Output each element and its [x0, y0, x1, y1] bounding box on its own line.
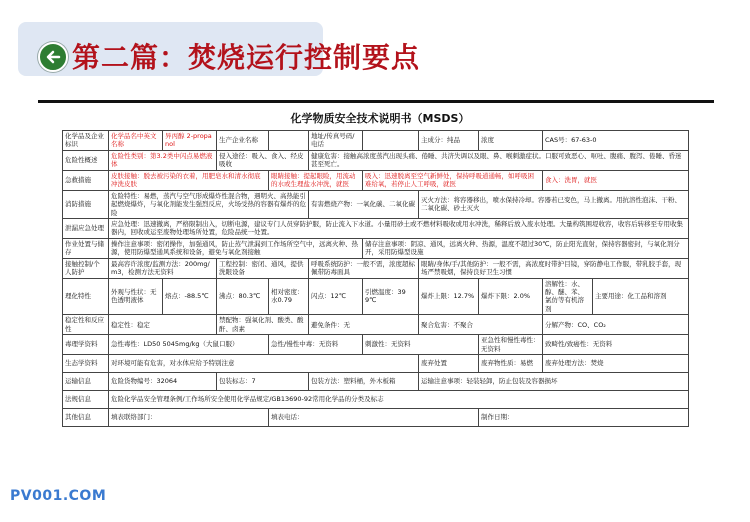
- table-row: [63, 190, 689, 218]
- table-cell: 吸入：迅速脱离至空气新鲜处，保持呼吸道通畅，如呼吸困难给氧，若停止人工呼吸，就医: [363, 170, 543, 190]
- table-row: [63, 335, 689, 355]
- table-cell: 危险化学品安全管理条例/工作场所安全使用化学品规定/GB13690-92常用化学品的分类及标志: [109, 391, 689, 409]
- table-cell: 急性毒性：LD50 5045mg/kg（大鼠口服）: [109, 335, 269, 355]
- table-cell: 危险性类别：第3.2类中闪点易燃液体: [109, 150, 217, 170]
- table-cell: 废弃处理方法：焚烧: [543, 355, 689, 373]
- table-cell: 对环境可能有危害，对水体应给予特别注意: [109, 355, 419, 373]
- msds-title: 化学物质安全技术说明书（MSDS）: [290, 112, 470, 125]
- row-header-cell: 化学品及企业标识: [63, 131, 109, 151]
- table-cell: CAS号：67-63-0: [543, 131, 689, 151]
- table-cell: 熔点：-88.5℃: [163, 278, 217, 315]
- page-title: 第二篇：焚烧运行控制要点: [72, 41, 421, 74]
- row-header-cell: 危险性概述: [63, 150, 109, 170]
- row-header-cell: 作业处置与储存: [63, 238, 109, 258]
- table-cell: 眼睛/身体/手/其他防护：一般不需，高浓度时带护目镜，穿防静电工作服，带乳胶手套，现场严禁吸烟，保持良好卫生习惯: [419, 258, 689, 278]
- table-cell: 致畸性/致癌性：无资料: [543, 335, 689, 355]
- table-cell: 稳定性：稳定: [109, 315, 217, 335]
- table-cell: 聚合危害：不聚合: [419, 315, 543, 335]
- table-cell: 侵入途径：吸入、食入、经皮吸收: [217, 150, 309, 170]
- table-cell: 浓度: [479, 131, 543, 151]
- table-cell: 分解产物：CO、CO₂: [543, 315, 689, 335]
- table-cell: 生产企业名称: [217, 131, 269, 151]
- row-header-cell: 稳定性和反应性: [63, 315, 109, 335]
- table-cell: 应急处理：迅速撤离，严格限制出入，切断电源，建议专门人员穿防护服，防止流入下水道。小量用砂土或不燃材料吸收或用水冲洗，稀释后放入废水处理。大量构筑围堤收容，收容后转移至专用收集器内，回收或运至废物处理场所处置，危险品统一处置。: [109, 218, 689, 238]
- table-cell: 避免条件：无: [309, 315, 419, 335]
- table-row: [63, 131, 689, 151]
- table-cell: 灭火方法：将容器移出，喷水保持冷却。容器若已变色，马上撤离。用抗溶性泡沫、干粉、二氧化碳、砂土灭火: [419, 190, 689, 218]
- table-cell: 呼吸系统防护：一般不需，浓度超标佩带防毒面具: [309, 258, 419, 278]
- table-row: [63, 258, 689, 278]
- table-cell: 相对密度：水0.79: [269, 278, 309, 315]
- table-cell: 包装标志：7: [217, 373, 309, 391]
- table-cell: 引燃温度：399℃: [363, 278, 419, 315]
- table-cell: 化学品名中英文名称: [109, 131, 163, 151]
- row-header-cell: 消防措施: [63, 190, 109, 218]
- table-cell: 包装方法：塑料桶，外木板箱: [309, 373, 419, 391]
- table-cell: 异丙醇 2-propanol: [163, 131, 217, 151]
- table-cell: 工程控制：密闭、通风，提供洗眼设备: [217, 258, 309, 278]
- row-header-cell: 法规信息: [63, 391, 109, 409]
- table-row: [63, 238, 689, 258]
- row-header-cell: 其他信息: [63, 409, 109, 427]
- row-header-cell: 急救措施: [63, 170, 109, 190]
- table-cell: 爆炸上限：12.7%: [419, 278, 479, 315]
- table-cell: 刺激性：无资料: [363, 335, 479, 355]
- table-cell: 操作注意事项：密闭操作，加强通风，防止蒸气泄漏到工作场所空气中，远离火种、热源，使用防爆型通风系统和设备，避免与氧化剂接触: [109, 238, 363, 258]
- table-cell: 亚急性和慢性毒性：无资料: [479, 335, 543, 355]
- table-cell: 眼睛接触：提起眼睑，用流动的水或生理盐水冲洗，就医: [269, 170, 363, 190]
- table-cell: 有害燃烧产物：一氧化碳、二氧化碳: [309, 190, 419, 218]
- table-cell: 废弃处置: [419, 355, 479, 373]
- row-header-cell: 理化特性: [63, 278, 109, 315]
- table-cell: 爆炸下限：2.0%: [479, 278, 543, 315]
- row-header-cell: 毒理学资料: [63, 335, 109, 355]
- back-arrow-icon[interactable]: [38, 42, 68, 72]
- table-row: [63, 278, 689, 315]
- table-cell: 溶解性：水、醇、醚、苯、氯仿等有机溶剂: [543, 278, 593, 315]
- table-row: [63, 373, 689, 391]
- table-cell: 废弃物性质：易燃: [479, 355, 543, 373]
- table-cell: 地址/传真号码/电话: [309, 131, 363, 151]
- table-cell: 皮肤接触：脱去被污染的衣着，用肥皂水和清水彻底冲洗皮肤: [109, 170, 269, 190]
- table-cell: 危险特性：易燃，蒸汽与空气形成爆炸性混合物，遇明火、高热能引起燃烧爆炸，与氧化剂能发生强烈反应，火场受热的容器有爆炸的危险: [109, 190, 309, 218]
- site-watermark: PV001.COM: [10, 488, 107, 504]
- table-row: [63, 150, 689, 170]
- table-cell: 沸点：80.3℃: [217, 278, 269, 315]
- row-header-cell: 生态学资料: [63, 355, 109, 373]
- table-row: [63, 315, 689, 335]
- table-cell: 储存注意事项：阴凉、通风，远离火种、热源，温度不超过30℃，防止阳光直射，保持容器密封，与氧化剂分开，采用防爆型设施: [363, 238, 689, 258]
- table-cell: 制作日期：: [479, 409, 689, 427]
- table-cell: 禁配物：强氧化剂、酸类、酸酐、卤素: [217, 315, 309, 335]
- table-cell: 急性/慢性中毒：无资料: [269, 335, 363, 355]
- table-cell: [269, 131, 309, 151]
- table-cell: [363, 131, 419, 151]
- table-row: [63, 218, 689, 238]
- table-cell: 填表电话：: [269, 409, 479, 427]
- row-header-cell: 泄漏应急处理: [63, 218, 109, 238]
- table-row: [63, 355, 689, 373]
- table-cell: 主成分：纯品: [419, 131, 479, 151]
- table-cell: 填表联络部门：: [109, 409, 269, 427]
- msds-table: [62, 130, 689, 427]
- table-row: [63, 170, 689, 190]
- table-cell: 健康危害：接触高浓度蒸汽出现头痛、倦睡、共济失调以及眼、鼻、喉刺激症状。口服可致恶心、呕吐、腹痛、腹泻、倦睡、昏迷甚至死亡。: [309, 150, 689, 170]
- table-row: [63, 391, 689, 409]
- row-header-cell: 接触控制/个人防护: [63, 258, 109, 278]
- row-header-cell: 运输信息: [63, 373, 109, 391]
- table-cell: 食入：洗胃，就医: [543, 170, 689, 190]
- table-row: [63, 409, 689, 427]
- table-cell: 最高容许浓度/监测方法：200mg/m3，检测方法无资料: [109, 258, 217, 278]
- table-cell: 危险货物编号：32064: [109, 373, 217, 391]
- table-cell: 主要用途：化工品和溶剂: [593, 278, 689, 315]
- table-cell: 外观与性状：无色透明液体: [109, 278, 163, 315]
- divider-rule: [38, 100, 714, 103]
- table-cell: 运输注意事项：轻装轻卸，防止包装及容器损坏: [419, 373, 689, 391]
- table-cell: 闪点：12℃: [309, 278, 363, 315]
